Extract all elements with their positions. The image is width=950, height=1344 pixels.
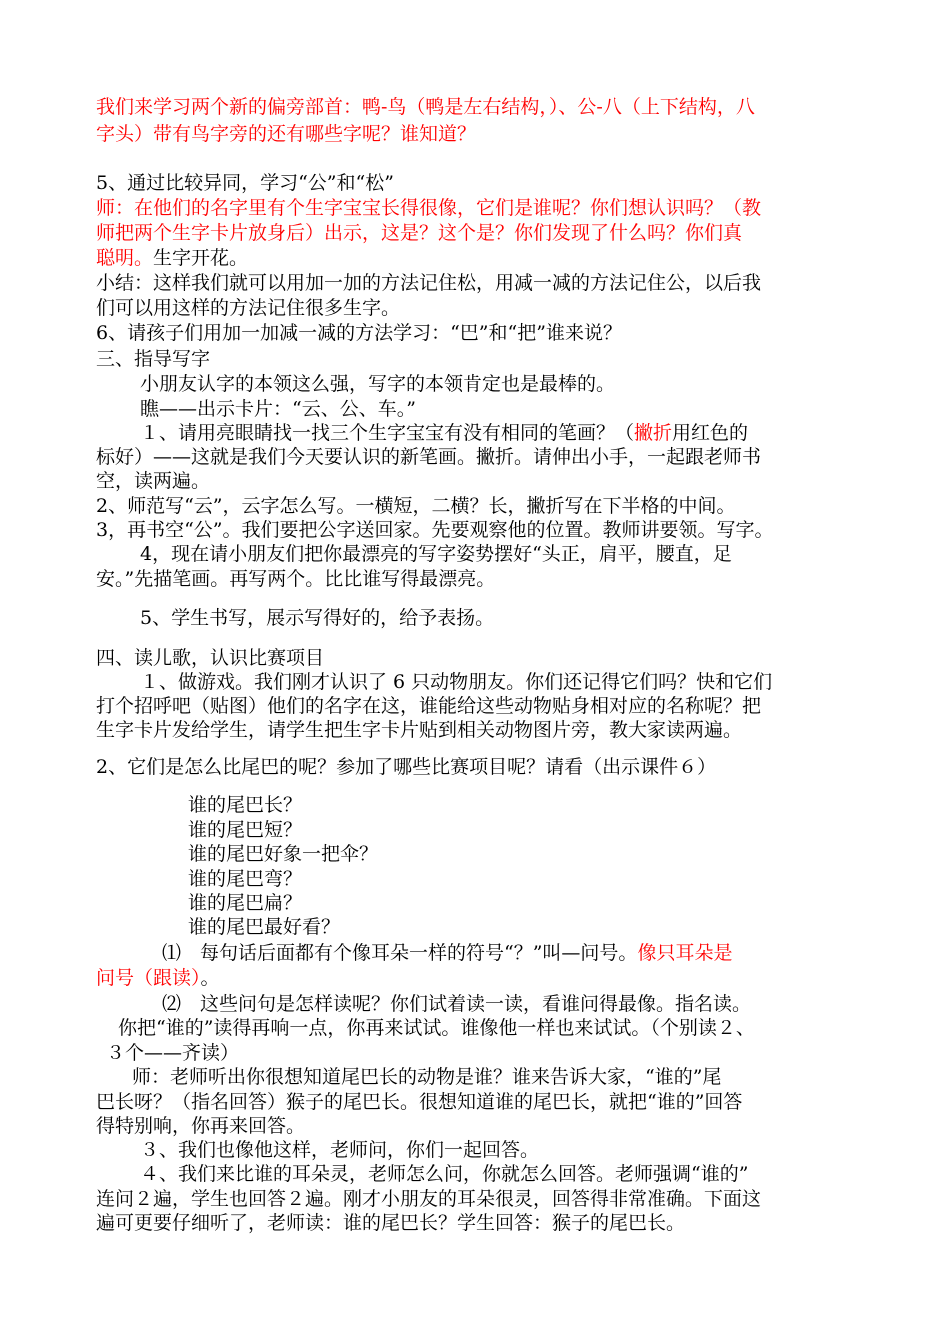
paragraph-line: 连问２遍，学生也回答２遍。刚才小朋友的耳朵很灵，回答得非常准确。下面这 — [96, 1188, 762, 1210]
paragraph-line: 2、师范写“云”，云字怎么写。一横短，二横？长，撇折写在下半格的中间。 — [96, 495, 736, 517]
paragraph-line: 3，再书空“公”。我们要把公字送回家。先要观察他的位置。教师讲要领。写字。 — [96, 519, 774, 541]
paragraph-line: 瞧——出示卡片：“云、公、车。” — [140, 398, 416, 420]
red-text: 像只耳朵是 — [637, 942, 733, 964]
plain-text: 用红色的 — [672, 422, 749, 444]
paragraph-line: ３、我们也像他这样，老师问，你们一起回答。 — [140, 1139, 540, 1161]
red-text: 撇折 — [634, 422, 673, 444]
question-line: 谁的尾巴好象一把伞？ — [188, 843, 379, 865]
paragraph-line: 字头）带有鸟字旁的还有哪些字呢？谁知道？ — [96, 123, 477, 145]
plain-text: １、请用亮眼睛找一找三个生字宝宝有没有相同的笔画？（ — [140, 422, 635, 444]
paragraph-line: 5、学生书写，展示写得好的，给予表扬。 — [140, 607, 495, 629]
paragraph-line: 6、请孩子们用加一加减一减的方法学习：“巴”和“把”谁来说？ — [96, 322, 622, 344]
paragraph-line: 打个招呼吧（贴图）他们的名字在这，谁能给这些动物贴身相对应的名称呢？把 — [96, 695, 762, 717]
section-heading: 三、指导写字 — [96, 348, 211, 370]
paragraph-line: 得特别响，你再来回答。 — [96, 1115, 306, 1137]
section-heading: 5、通过比较异同，学习“公”和“松” — [96, 172, 394, 194]
paragraph-line: 生字卡片发给学生，请学生把生字卡片贴到相关动物图片旁，教大家读两遍。 — [96, 719, 743, 741]
plain-text: ⑴ 每句话后面都有个像耳朵一样的符号“？”叫—问号。 — [162, 942, 638, 964]
paragraph-line: 师：老师听出你很想知道尾巴长的动物是谁？谁来告诉大家，“谁的”尾 — [132, 1066, 722, 1088]
plain-text: 。 — [200, 967, 220, 989]
paragraph-line: 安。”先描笔画。再写两个。比比谁写得最漂亮。 — [96, 568, 496, 590]
question-line: 谁的尾巴扁？ — [188, 892, 303, 914]
paragraph-line: 师把两个生字卡片放身后）出示，这是？这个是？你们发现了什么吗？你们真 — [96, 222, 743, 244]
paragraph-line: 2、它们是怎么比尾巴的呢？参加了哪些比赛项目呢？请看（出示课件６） — [96, 756, 717, 778]
paragraph-line: ４、我们来比谁的耳朵灵，老师怎么问，你就怎么回答。老师强调“谁的” — [140, 1163, 749, 1185]
paragraph-line: 巴长呀？（指名回答）猴子的尾巴长。很想知道谁的尾巴长，就把“谁的”回答 — [96, 1091, 743, 1113]
paragraph-line: ⑵ 这些问句是怎样读呢？你们试着读一读，看谁问得最像。指名读。 — [162, 993, 752, 1015]
paragraph-line: ３个——齐读） — [106, 1042, 240, 1064]
paragraph-line — [162, 940, 732, 966]
question-line: 谁的尾巴最好看？ — [188, 916, 341, 938]
question-line: 谁的尾巴弯？ — [188, 868, 303, 890]
plain-text: 生字开花。 — [153, 247, 249, 269]
paragraph-line: 小朋友认字的本领这么强，写字的本领肯定也是最棒的。 — [140, 373, 616, 395]
red-text: 问号（跟读） — [96, 967, 201, 989]
paragraph-line: 4，现在请小朋友们把你最漂亮的写字姿势摆好“头正，肩平，腰直，足 — [140, 543, 732, 565]
section-heading: 四、读儿歌，认识比赛项目 — [96, 647, 325, 669]
paragraph-line — [140, 420, 748, 446]
paragraph-line: 小结：这样我们就可以用加一加的方法记住松，用减一减的方法记住公，以后我 — [96, 272, 762, 294]
paragraph-line — [96, 245, 248, 271]
paragraph-line: １、做游戏。我们刚才认识了 6 只动物朋友。你们还记得它们吗？快和它们 — [140, 671, 773, 693]
paragraph-line: 遍可更要仔细听了，老师读：谁的尾巴长？学生回答：猴子的尾巴长。 — [96, 1212, 686, 1234]
paragraph-line: 你把“谁的”读得再响一点，你再来试试。谁像他一样也来试试。（个别读２、 — [118, 1017, 755, 1039]
question-line: 谁的尾巴短？ — [188, 819, 303, 841]
red-text: 聪明。 — [96, 247, 154, 269]
paragraph-line: 们可以用这样的方法记住很多生字。 — [96, 297, 401, 319]
paragraph-line: 空，读两遍。 — [96, 470, 211, 492]
paragraph-line: 师：在他们的名字里有个生字宝宝长得很像，它们是谁呢？你们想认识吗？（教 — [96, 197, 762, 219]
question-line: 谁的尾巴长？ — [188, 794, 303, 816]
paragraph-line — [96, 965, 220, 991]
paragraph-line: 标好）——这就是我们今天要认识的新笔画。撇折。请伸出小手，一起跟老师书 — [96, 446, 762, 468]
paragraph-line: 我们来学习两个新的偏旁部首：鸭-鸟（鸭是左右结构，）、公-八（上下结构，八 — [96, 96, 755, 118]
